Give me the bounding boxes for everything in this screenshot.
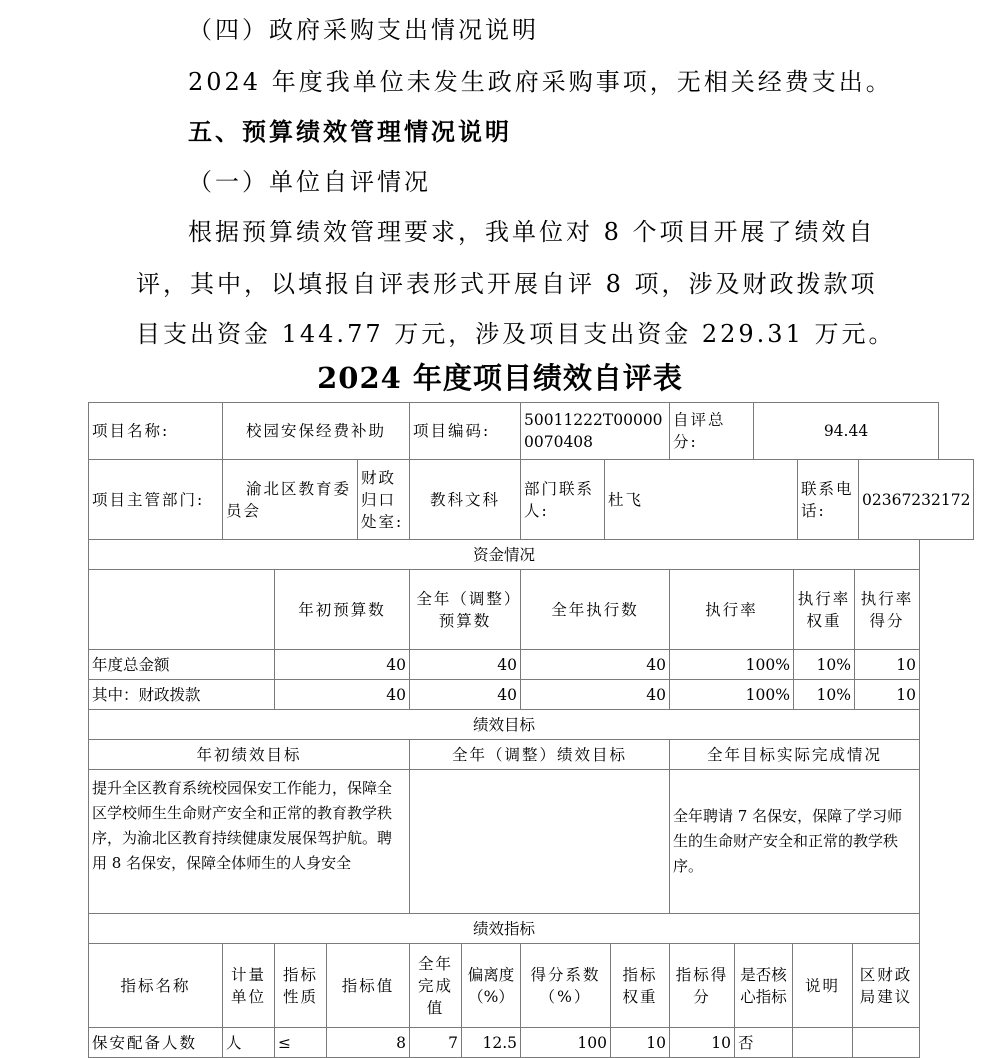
funds-cell: 10% — [794, 650, 855, 680]
contact-value: 杜飞 — [605, 460, 798, 540]
goal-initial: 提升全区教育系统校园保安工作能力，保障全区学校师生生命财产安全和正常的教育教学秩序，为渝北区教育持续健康发展保驾护航。聘用 8 名保安，保障全体师生的人身安全 — [89, 770, 410, 914]
goals-header: 全年目标实际完成情况 — [670, 740, 920, 770]
heading-self-eval: （一）单位自评情况 — [188, 168, 431, 196]
funds-row-label: 年度总金额 — [89, 650, 275, 680]
indicators-section-title: 绩效指标 — [89, 914, 920, 944]
contact-label: 部门联系人: — [521, 460, 605, 540]
indicator-weight: 10 — [611, 1028, 670, 1058]
total-score-label: 自评总分: — [670, 403, 754, 460]
funds-section-title: 资金情况 — [89, 540, 920, 570]
performance-table-body — [88, 459, 974, 540]
indicator-header: 区财政局建议 — [853, 944, 920, 1028]
self-eval-text-2: 评，其中，以填报自评表形式开展自评 8 项，涉及财政拨款项 — [136, 270, 878, 298]
project-code: 50011222T000000070408 — [521, 403, 670, 460]
funds-cell: 40 — [275, 650, 410, 680]
indicator-header: 全年完成值 — [410, 944, 462, 1028]
indicator-note — [793, 1028, 853, 1058]
indicator-header: 是否核心指标 — [735, 944, 793, 1028]
heading-section-5: 五、预算绩效管理情况说明 — [188, 117, 512, 146]
funds-header: 年初预算数 — [275, 570, 410, 650]
funds-cell: 100% — [670, 650, 794, 680]
funds-row — [89, 680, 920, 710]
indicator-actual: 7 — [410, 1028, 462, 1058]
funds-header-blank — [89, 570, 275, 650]
indicator-header: 指标得分 — [670, 944, 735, 1028]
funds-cell: 40 — [521, 650, 670, 680]
project-name: 校园安保经费补助 — [223, 403, 410, 460]
indicator-nature: ≤ — [275, 1028, 327, 1058]
finance-office: 教科文科 — [410, 460, 521, 540]
indicator-target: 8 — [327, 1028, 410, 1058]
indicator-header: 指标权重 — [611, 944, 670, 1028]
indicator-header: 偏离度（%） — [462, 944, 521, 1028]
funds-header: 全年执行数 — [521, 570, 670, 650]
self-eval-text-1: 根据预算绩效管理要求，我单位对 8 个项目开展了绩效自 — [188, 218, 876, 246]
funds-cell: 10 — [855, 650, 920, 680]
heading-procurement: （四）政府采购支出情况说明 — [188, 16, 539, 44]
funds-row — [89, 650, 920, 680]
funds-cell: 40 — [410, 680, 521, 710]
indicator-header: 得分系数（%） — [521, 944, 611, 1028]
dept-label: 项目主管部门: — [89, 460, 223, 540]
indicator-core: 否 — [735, 1028, 793, 1058]
goal-actual: 全年聘请 7 名保安，保障了学习师生的生命财产安全和正常的教学秩序。 — [670, 770, 920, 914]
project-name-label: 项目名称: — [89, 403, 223, 460]
procurement-text: 2024 年度我单位未发生政府采购事项，无相关经费支出。 — [188, 68, 893, 96]
funds-cell: 40 — [521, 680, 670, 710]
funds-header: 执行率 — [670, 570, 794, 650]
goals-header-row — [89, 740, 920, 770]
indicator-name: 保安配备人数 — [89, 1028, 223, 1058]
finance-office-label: 财政归口处室: — [358, 460, 410, 540]
funds-cell: 10 — [855, 680, 920, 710]
goals-header: 年初绩效目标 — [89, 740, 410, 770]
indicator-header: 说明 — [793, 944, 853, 1028]
phone-value: 02367232172 — [859, 460, 974, 540]
phone-label: 联系电话: — [798, 460, 859, 540]
goal-adjusted — [410, 770, 670, 914]
goals-header: 全年（调整）绩效目标 — [410, 740, 670, 770]
funds-header-row — [89, 570, 920, 650]
funds-cell: 100% — [670, 680, 794, 710]
funds-row-label: 其中：财政拨款 — [89, 680, 275, 710]
funds-header: 执行率得分 — [855, 570, 920, 650]
indicator-header: 计量单位 — [223, 944, 275, 1028]
info-row-1 — [89, 403, 939, 460]
funds-table — [88, 539, 920, 710]
funds-cell: 40 — [275, 680, 410, 710]
indicator-advice — [853, 1028, 920, 1058]
indicators-header-row — [89, 944, 920, 1028]
indicator-header: 指标性质 — [275, 944, 327, 1028]
funds-cell: 40 — [410, 650, 521, 680]
total-score: 94.44 — [754, 403, 939, 460]
funds-header: 执行率权重 — [794, 570, 855, 650]
performance-table — [88, 402, 939, 460]
self-eval-text-3: 目支出资金 144.77 万元，涉及项目支出资金 229.31 万元。 — [136, 320, 896, 348]
goals-table — [88, 709, 920, 914]
funds-cell: 10% — [794, 680, 855, 710]
goals-content-row — [89, 770, 920, 914]
funds-header: 全年（调整）预算数 — [410, 570, 521, 650]
table-title: 2024 年度项目绩效自评表 — [317, 361, 683, 395]
indicator-header: 指标名称 — [89, 944, 223, 1028]
goals-section-title: 绩效目标 — [89, 710, 920, 740]
indicator-coefficient: 100 — [521, 1028, 611, 1058]
project-code-label: 项目编码: — [410, 403, 521, 460]
indicator-row — [89, 1028, 920, 1058]
info-row-2 — [89, 460, 974, 540]
indicator-unit: 人 — [223, 1028, 275, 1058]
indicator-deviation: 12.5 — [462, 1028, 521, 1058]
dept-value: 渝北区教育委员会 — [223, 460, 358, 540]
indicator-score: 10 — [670, 1028, 735, 1058]
indicator-header: 指标值 — [327, 944, 410, 1028]
indicators-table — [88, 913, 920, 1058]
